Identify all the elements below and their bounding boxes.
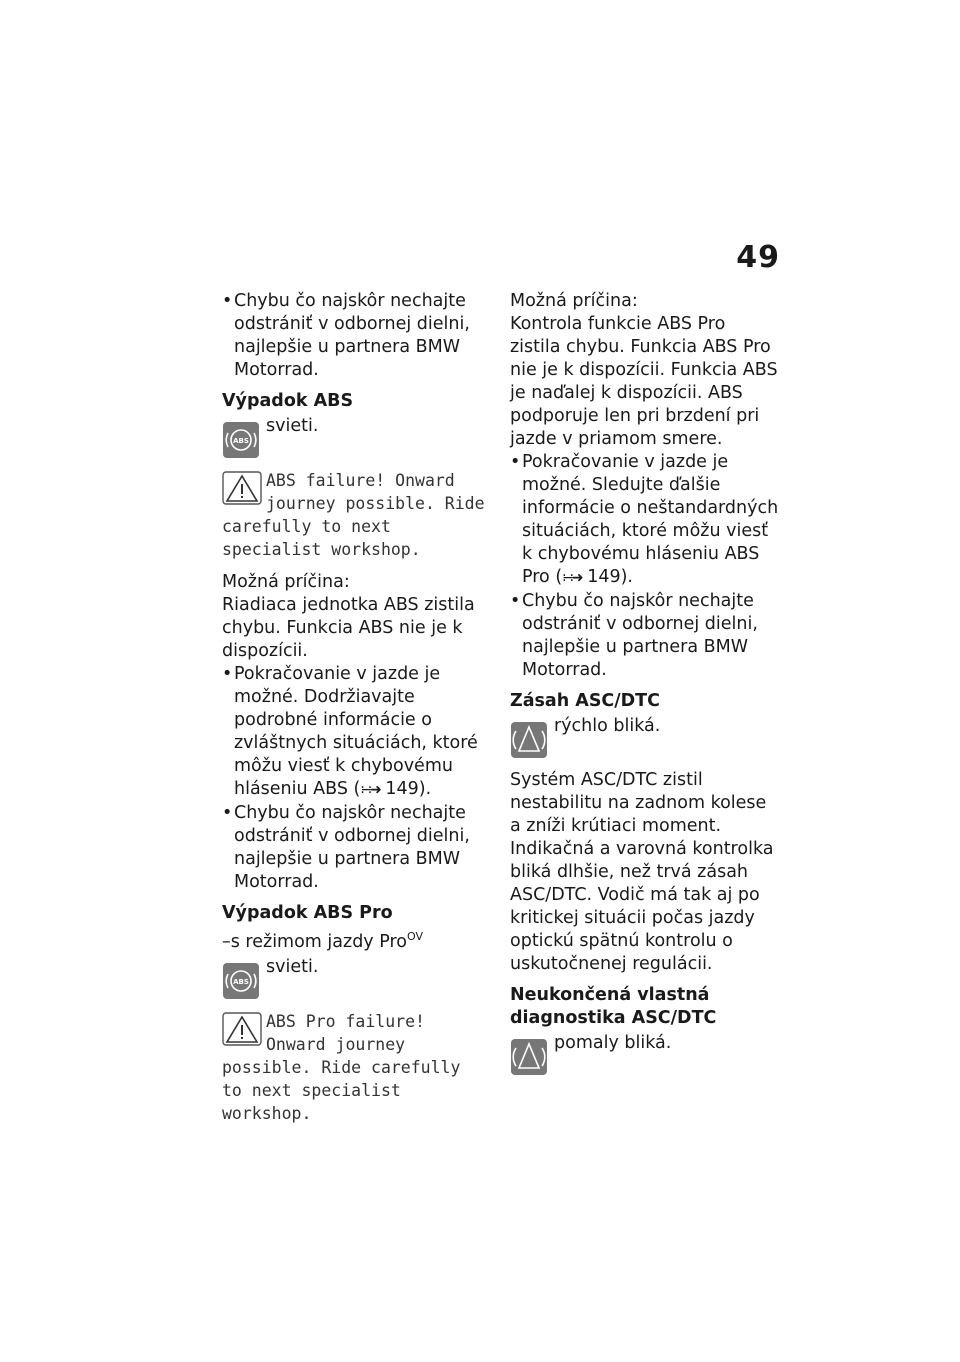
abs-state-text: svieti. bbox=[266, 416, 319, 436]
heading-asc-dtc: Zásah ASC/DTC bbox=[510, 691, 660, 711]
cause-text-abs: Riadiaca jednotka ABS zistila chybu. Funkcia ABS nie je k dispozícii. bbox=[222, 595, 475, 661]
page-number: 49 bbox=[736, 240, 780, 275]
continue-abs-text: Pokračovanie v jazde je možné. Dodržiavajte podrobné informácie o zvláštnych situáciách, ktoré môžu viesť k chybovému hláseniu ABS bbox=[234, 664, 478, 799]
indicator-row-self-diagnosis bbox=[510, 1032, 780, 1076]
indicator-row-abs-pro bbox=[222, 956, 490, 1000]
svg-text:ABS: ABS bbox=[233, 437, 249, 445]
abs-pro-subtitle: –s režimom jazdy Pro$^{OV}$ bbox=[222, 930, 423, 952]
asc-dtc-warning-light-icon bbox=[510, 721, 548, 759]
heading-abs-failure: Výpadok ABS bbox=[222, 391, 354, 411]
bullet-continue-abs: • Pokračovanie v jazde je možné. Dodržiavajte podrobné informácie o zvláštnych situáciách, ktoré môžu viesť k chybovému hláseniu ABS (∺➜ 149). bbox=[222, 663, 490, 802]
indicator-row-asc bbox=[510, 715, 780, 759]
reference-arrow-icon: ∺➜ bbox=[360, 782, 380, 798]
cause-label-abs: Možná príčina: bbox=[222, 572, 350, 592]
abs-warning-light-icon bbox=[222, 962, 260, 1000]
right-column bbox=[510, 290, 780, 1076]
heading-self-diagnosis-1: Neukončená vlastná bbox=[510, 985, 710, 1005]
warning-triangle-icon bbox=[222, 1012, 262, 1046]
cause-text-abs-pro: Kontrola funkcie ABS Pro zistila chybu. Funkcia ABS Pro nie je k dispozícii. Funkcia ABS je naďalej k dispozícii. ABS podporuje len pri brzdení pri jazde v priamom smere. bbox=[510, 314, 778, 449]
warning-triangle-icon bbox=[222, 471, 262, 505]
ov-superscript: OV bbox=[406, 930, 423, 943]
bullet-repair-3: • Chybu čo najskôr nechajte odstrániť v odbornej dielni, najlepšie u partnera BMW Motorrad. bbox=[510, 590, 780, 682]
asc-description: Systém ASC/DTC zistil nestabilitu na zadnom kolese a zníži krútiaci moment. Indikačná a varovná kontrolka bliká dlhšie, než trvá zásah ASC/DTC. Vodič má tak aj po kritickej situácii počas jazdy optickú spätnú kontrolu o uskutočnenej regulácii. bbox=[510, 770, 774, 974]
bullet-repair-1: • Chybu čo najskôr nechajte odstrániť v odbornej dielni, najlepšie u partnera BMW Motorrad. bbox=[222, 290, 490, 382]
continue-abs-ref: 149). bbox=[385, 779, 432, 799]
bullet-repair-2: • Chybu čo najskôr nechajte odstrániť v odbornej dielni, najlepšie u partnera BMW Motorrad. bbox=[222, 802, 490, 894]
bullet-continue-abs-pro: • Pokračovanie v jazde je možné. Sledujte ďalšie informácie o neštandardných situáciách, ktoré môžu viesť k chybovému hláseniu ABS Pro (∺➜ 149). bbox=[510, 451, 780, 590]
asc-dtc-warning-light-icon bbox=[510, 1038, 548, 1076]
abs-pro-state-text: svieti. bbox=[266, 956, 319, 977]
continue-abs-pro-text: Pokračovanie v jazde je možné. Sledujte ďalšie informácie o neštandardných situáciách, ktoré môžu viesť k chybovému hláseniu ABS Pro bbox=[522, 452, 779, 587]
warning-text-abs: ABS failure! Onward journey possible. Ride carefully to next specialist workshop. bbox=[222, 471, 485, 559]
self-diagnosis-state-text: pomaly bliká. bbox=[554, 1033, 672, 1053]
heading-abs-pro-failure: Výpadok ABS Pro bbox=[222, 903, 393, 923]
heading-self-diagnosis-2: diagnostika ASC/DTC bbox=[510, 1008, 717, 1028]
left-column bbox=[222, 290, 490, 1125]
indicator-row-abs bbox=[222, 415, 490, 459]
svg-text:ABS: ABS bbox=[233, 977, 249, 986]
warning-message-abs bbox=[222, 469, 490, 561]
cause-label-abs-pro: Možná príčina: bbox=[510, 291, 638, 311]
asc-state-text: rýchlo bliká. bbox=[554, 716, 661, 736]
warning-message-abs-pro bbox=[222, 1010, 490, 1125]
reference-arrow-icon: ∺➜ bbox=[562, 570, 582, 586]
continue-abs-pro-ref: 149). bbox=[587, 567, 633, 587]
abs-warning-light-icon bbox=[222, 421, 260, 459]
warning-text-abs-pro: ABS Pro failure! Onward journey possible. Ride carefully to next specialist workshop. bbox=[222, 1011, 461, 1123]
